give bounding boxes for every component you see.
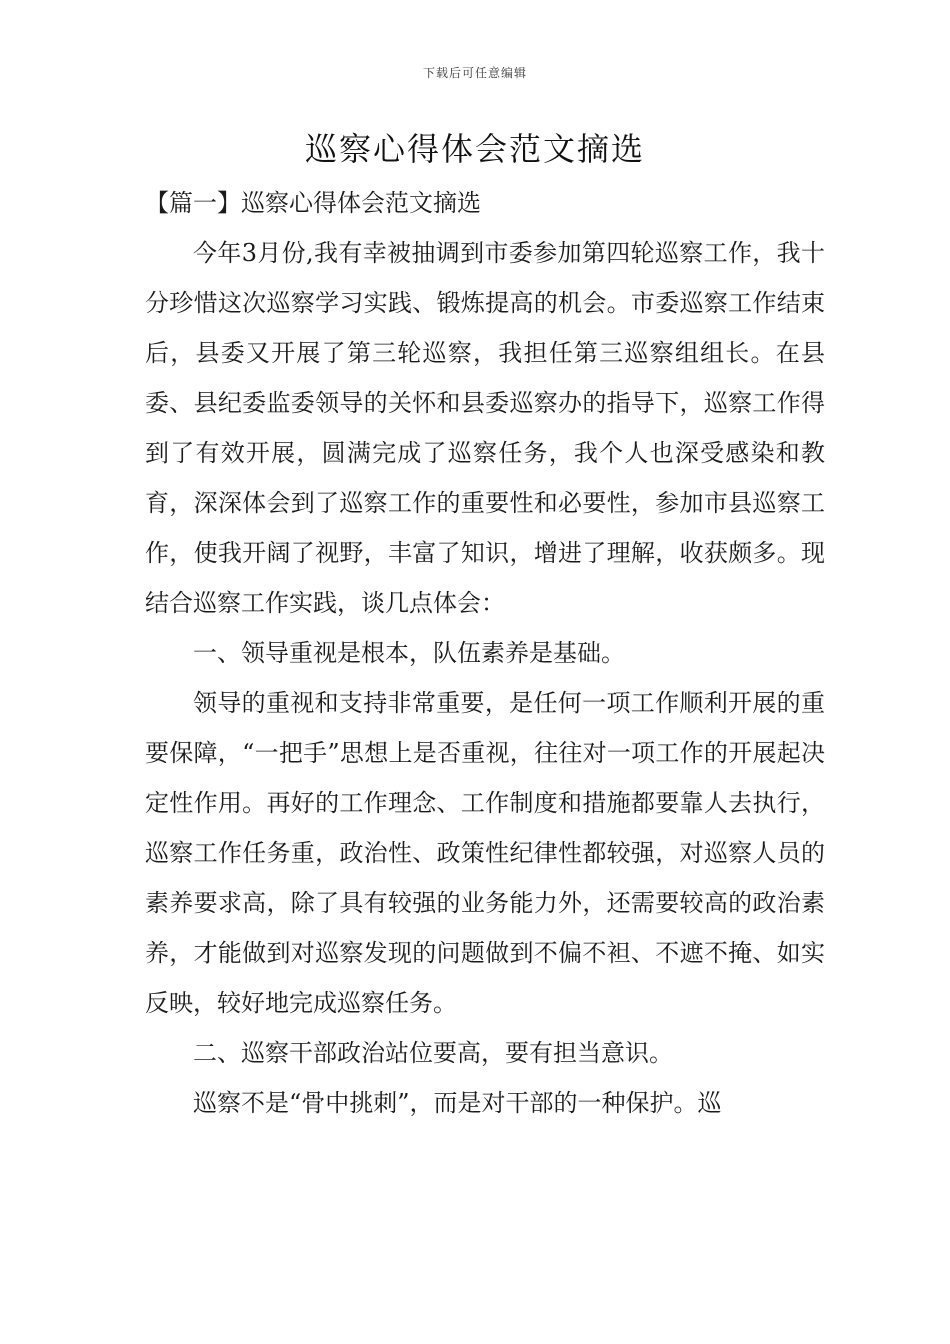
heading-point-two: 二、巡察干部政治站位要高，要有担当意识。 — [193, 1039, 673, 1067]
document-body — [145, 178, 825, 1128]
paragraph-intro: 今年3月份,我有幸被抽调到市委参加第四轮巡察工作，我十分珍惜这次巡察学习实践、锻炼提高的机会。市委巡察工作结束后，县委又开展了第三轮巡察，我担任第三巡察组组长。在县委、县纪委监委领导的关怀和县委巡察办的指导下，巡察工作得到了有效开展，圆满完成了巡察任务，我个人也深受感染和教育，深深体会到了巡察工作的重要性和必要性，参加市县巡察工作，使我开阔了视野，丰富了知识，增进了理解，收获颇多。现结合巡察工作实践，谈几点体会： — [145, 239, 825, 617]
heading-point-one: 一、领导重视是根本，队伍素养是基础。 — [193, 639, 625, 667]
section-title: 【篇一】巡察心得体会范文摘选 — [145, 189, 481, 217]
paragraph-point-two: 巡察不是“骨中挑刺”，而是对干部的一种保护。巡 — [193, 1089, 722, 1117]
document-title: 巡察心得体会范文摘选 — [304, 130, 645, 168]
paragraph-point-one: 领导的重视和支持非常重要，是任何一项工作顺利开展的重要保障，“一把手”思想上是否重视，往往对一项工作的开展起决定性作用。再好的工作理念、工作制度和措施都要靠人去执行，巡察工作任务重，政治性、政策性纪律性都较强，对巡察人员的素养要求高，除了具有较强的业务能力外，还需要较高的政治素养，才能做到对巡察发现的问题做到不偏不袒、不遮不掩、如实反映，较好地完成巡察任务。 — [145, 689, 825, 1017]
header-note: 下载后可任意编辑 — [422, 66, 527, 80]
